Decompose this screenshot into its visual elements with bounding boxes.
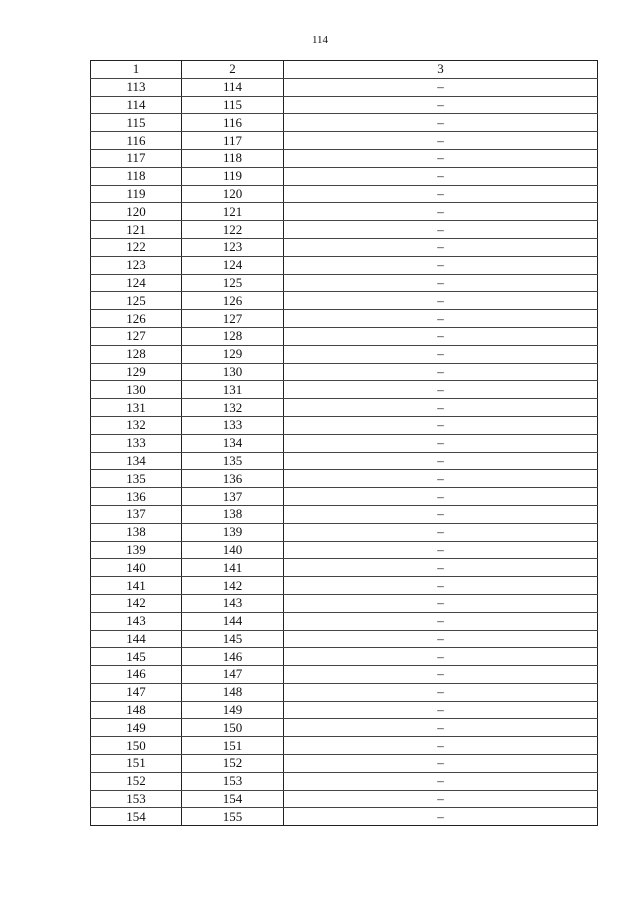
column-1-cell: 117 [91, 149, 182, 167]
column-1-cell: 134 [91, 452, 182, 470]
column-2-cell: 132 [182, 399, 284, 417]
column-2-cell: 129 [182, 345, 284, 363]
column-3-cell: – [284, 559, 598, 577]
table-row [91, 434, 598, 452]
column-1-cell: 148 [91, 701, 182, 719]
column-1-cell: 121 [91, 221, 182, 239]
column-1-cell: 126 [91, 310, 182, 328]
column-3-cell: – [284, 167, 598, 185]
column-1-cell: 145 [91, 648, 182, 666]
table-row [91, 274, 598, 292]
column-1-cell: 153 [91, 790, 182, 808]
column-2-cell: 142 [182, 577, 284, 595]
column-3-cell: – [284, 594, 598, 612]
column-1-cell: 142 [91, 594, 182, 612]
column-1-cell: 130 [91, 381, 182, 399]
column-3-cell: – [284, 292, 598, 310]
column-3-cell: – [284, 541, 598, 559]
column-2-cell: 134 [182, 434, 284, 452]
column-1-cell: 118 [91, 167, 182, 185]
column-3-cell: – [284, 790, 598, 808]
table-row [91, 772, 598, 790]
column-1-cell: 116 [91, 132, 182, 150]
table-row [91, 808, 598, 826]
column-2-cell: 141 [182, 559, 284, 577]
table-header [91, 61, 598, 79]
column-2-cell: 115 [182, 96, 284, 114]
table-row [91, 559, 598, 577]
column-1-cell: 124 [91, 274, 182, 292]
column-1-cell: 146 [91, 666, 182, 684]
column-1-cell: 131 [91, 399, 182, 417]
column-2-cell: 143 [182, 594, 284, 612]
column-2-cell: 153 [182, 772, 284, 790]
table-row [91, 648, 598, 666]
column-3-cell: – [284, 755, 598, 773]
column-3-cell: – [284, 648, 598, 666]
column-3-cell: – [284, 203, 598, 221]
table-row [91, 470, 598, 488]
table-row [91, 790, 598, 808]
column-2-cell: 151 [182, 737, 284, 755]
table-row [91, 755, 598, 773]
column-3-cell: – [284, 701, 598, 719]
table-row [91, 238, 598, 256]
column-2-cell: 121 [182, 203, 284, 221]
table-row [91, 310, 598, 328]
column-3-cell: – [284, 683, 598, 701]
table-row [91, 114, 598, 132]
table-row [91, 488, 598, 506]
table-row [91, 185, 598, 203]
column-3-cell: – [284, 185, 598, 203]
column-3-cell: – [284, 274, 598, 292]
table-row [91, 78, 598, 96]
column-1-cell: 149 [91, 719, 182, 737]
column-2-cell: 126 [182, 292, 284, 310]
column-3-cell: – [284, 630, 598, 648]
column-2-cell: 146 [182, 648, 284, 666]
column-3-cell: – [284, 238, 598, 256]
column-2-cell: 117 [182, 132, 284, 150]
column-3-cell: – [284, 114, 598, 132]
column-3-cell: – [284, 78, 598, 96]
column-header-3: 3 [284, 61, 598, 79]
column-1-cell: 114 [91, 96, 182, 114]
column-3-cell: – [284, 488, 598, 506]
header-row [91, 61, 598, 79]
column-header-1: 1 [91, 61, 182, 79]
column-1-cell: 144 [91, 630, 182, 648]
table-row [91, 523, 598, 541]
column-3-cell: – [284, 345, 598, 363]
table-row [91, 719, 598, 737]
table-row [91, 541, 598, 559]
column-1-cell: 135 [91, 470, 182, 488]
column-3-cell: – [284, 470, 598, 488]
column-1-cell: 141 [91, 577, 182, 595]
column-1-cell: 129 [91, 363, 182, 381]
column-3-cell: – [284, 452, 598, 470]
data-table [90, 60, 598, 826]
table-row [91, 256, 598, 274]
column-2-cell: 124 [182, 256, 284, 274]
column-1-cell: 151 [91, 755, 182, 773]
column-1-cell: 138 [91, 523, 182, 541]
column-3-cell: – [284, 416, 598, 434]
column-2-cell: 152 [182, 755, 284, 773]
column-3-cell: – [284, 577, 598, 595]
column-1-cell: 127 [91, 327, 182, 345]
column-2-cell: 137 [182, 488, 284, 506]
column-1-cell: 128 [91, 345, 182, 363]
column-1-cell: 152 [91, 772, 182, 790]
column-1-cell: 123 [91, 256, 182, 274]
column-2-cell: 125 [182, 274, 284, 292]
column-1-cell: 133 [91, 434, 182, 452]
table-row [91, 292, 598, 310]
column-2-cell: 130 [182, 363, 284, 381]
column-3-cell: – [284, 772, 598, 790]
column-2-cell: 147 [182, 666, 284, 684]
column-2-cell: 119 [182, 167, 284, 185]
table-row [91, 345, 598, 363]
table-row [91, 327, 598, 345]
column-2-cell: 145 [182, 630, 284, 648]
column-1-cell: 143 [91, 612, 182, 630]
table-row [91, 630, 598, 648]
column-2-cell: 136 [182, 470, 284, 488]
column-1-cell: 115 [91, 114, 182, 132]
column-1-cell: 132 [91, 416, 182, 434]
column-2-cell: 138 [182, 505, 284, 523]
column-2-cell: 127 [182, 310, 284, 328]
column-2-cell: 150 [182, 719, 284, 737]
table-row [91, 363, 598, 381]
table-row [91, 381, 598, 399]
column-2-cell: 154 [182, 790, 284, 808]
column-2-cell: 133 [182, 416, 284, 434]
page-number: 114 [311, 34, 329, 46]
column-2-cell: 116 [182, 114, 284, 132]
column-1-cell: 119 [91, 185, 182, 203]
table-row [91, 221, 598, 239]
column-2-cell: 149 [182, 701, 284, 719]
column-3-cell: – [284, 808, 598, 826]
table-row [91, 505, 598, 523]
column-3-cell: – [284, 737, 598, 755]
column-2-cell: 123 [182, 238, 284, 256]
column-2-cell: 114 [182, 78, 284, 96]
column-2-cell: 131 [182, 381, 284, 399]
column-1-cell: 137 [91, 505, 182, 523]
column-1-cell: 140 [91, 559, 182, 577]
column-1-cell: 154 [91, 808, 182, 826]
table-row [91, 452, 598, 470]
column-3-cell: – [284, 363, 598, 381]
table-row [91, 701, 598, 719]
table-row [91, 737, 598, 755]
column-3-cell: – [284, 149, 598, 167]
table-row [91, 612, 598, 630]
column-1-cell: 147 [91, 683, 182, 701]
table-row [91, 399, 598, 417]
table-row [91, 203, 598, 221]
column-2-cell: 140 [182, 541, 284, 559]
column-1-cell: 136 [91, 488, 182, 506]
table-row [91, 416, 598, 434]
column-3-cell: – [284, 523, 598, 541]
column-3-cell: – [284, 719, 598, 737]
column-2-cell: 128 [182, 327, 284, 345]
column-2-cell: 120 [182, 185, 284, 203]
column-1-cell: 122 [91, 238, 182, 256]
column-3-cell: – [284, 666, 598, 684]
column-1-cell: 113 [91, 78, 182, 96]
table-row [91, 577, 598, 595]
table-row [91, 96, 598, 114]
column-3-cell: – [284, 96, 598, 114]
column-1-cell: 125 [91, 292, 182, 310]
column-3-cell: – [284, 256, 598, 274]
table-row [91, 132, 598, 150]
column-3-cell: – [284, 381, 598, 399]
column-header-2: 2 [182, 61, 284, 79]
column-2-cell: 148 [182, 683, 284, 701]
column-2-cell: 144 [182, 612, 284, 630]
column-3-cell: – [284, 505, 598, 523]
column-3-cell: – [284, 327, 598, 345]
column-1-cell: 150 [91, 737, 182, 755]
column-3-cell: – [284, 221, 598, 239]
column-2-cell: 135 [182, 452, 284, 470]
table-row [91, 683, 598, 701]
table-row [91, 594, 598, 612]
column-2-cell: 139 [182, 523, 284, 541]
column-1-cell: 139 [91, 541, 182, 559]
table-row [91, 149, 598, 167]
column-3-cell: – [284, 612, 598, 630]
table-row [91, 666, 598, 684]
column-3-cell: – [284, 434, 598, 452]
column-2-cell: 118 [182, 149, 284, 167]
column-3-cell: – [284, 310, 598, 328]
table-body [91, 78, 598, 825]
column-3-cell: – [284, 399, 598, 417]
column-3-cell: – [284, 132, 598, 150]
column-1-cell: 120 [91, 203, 182, 221]
column-2-cell: 122 [182, 221, 284, 239]
table-row [91, 167, 598, 185]
column-2-cell: 155 [182, 808, 284, 826]
